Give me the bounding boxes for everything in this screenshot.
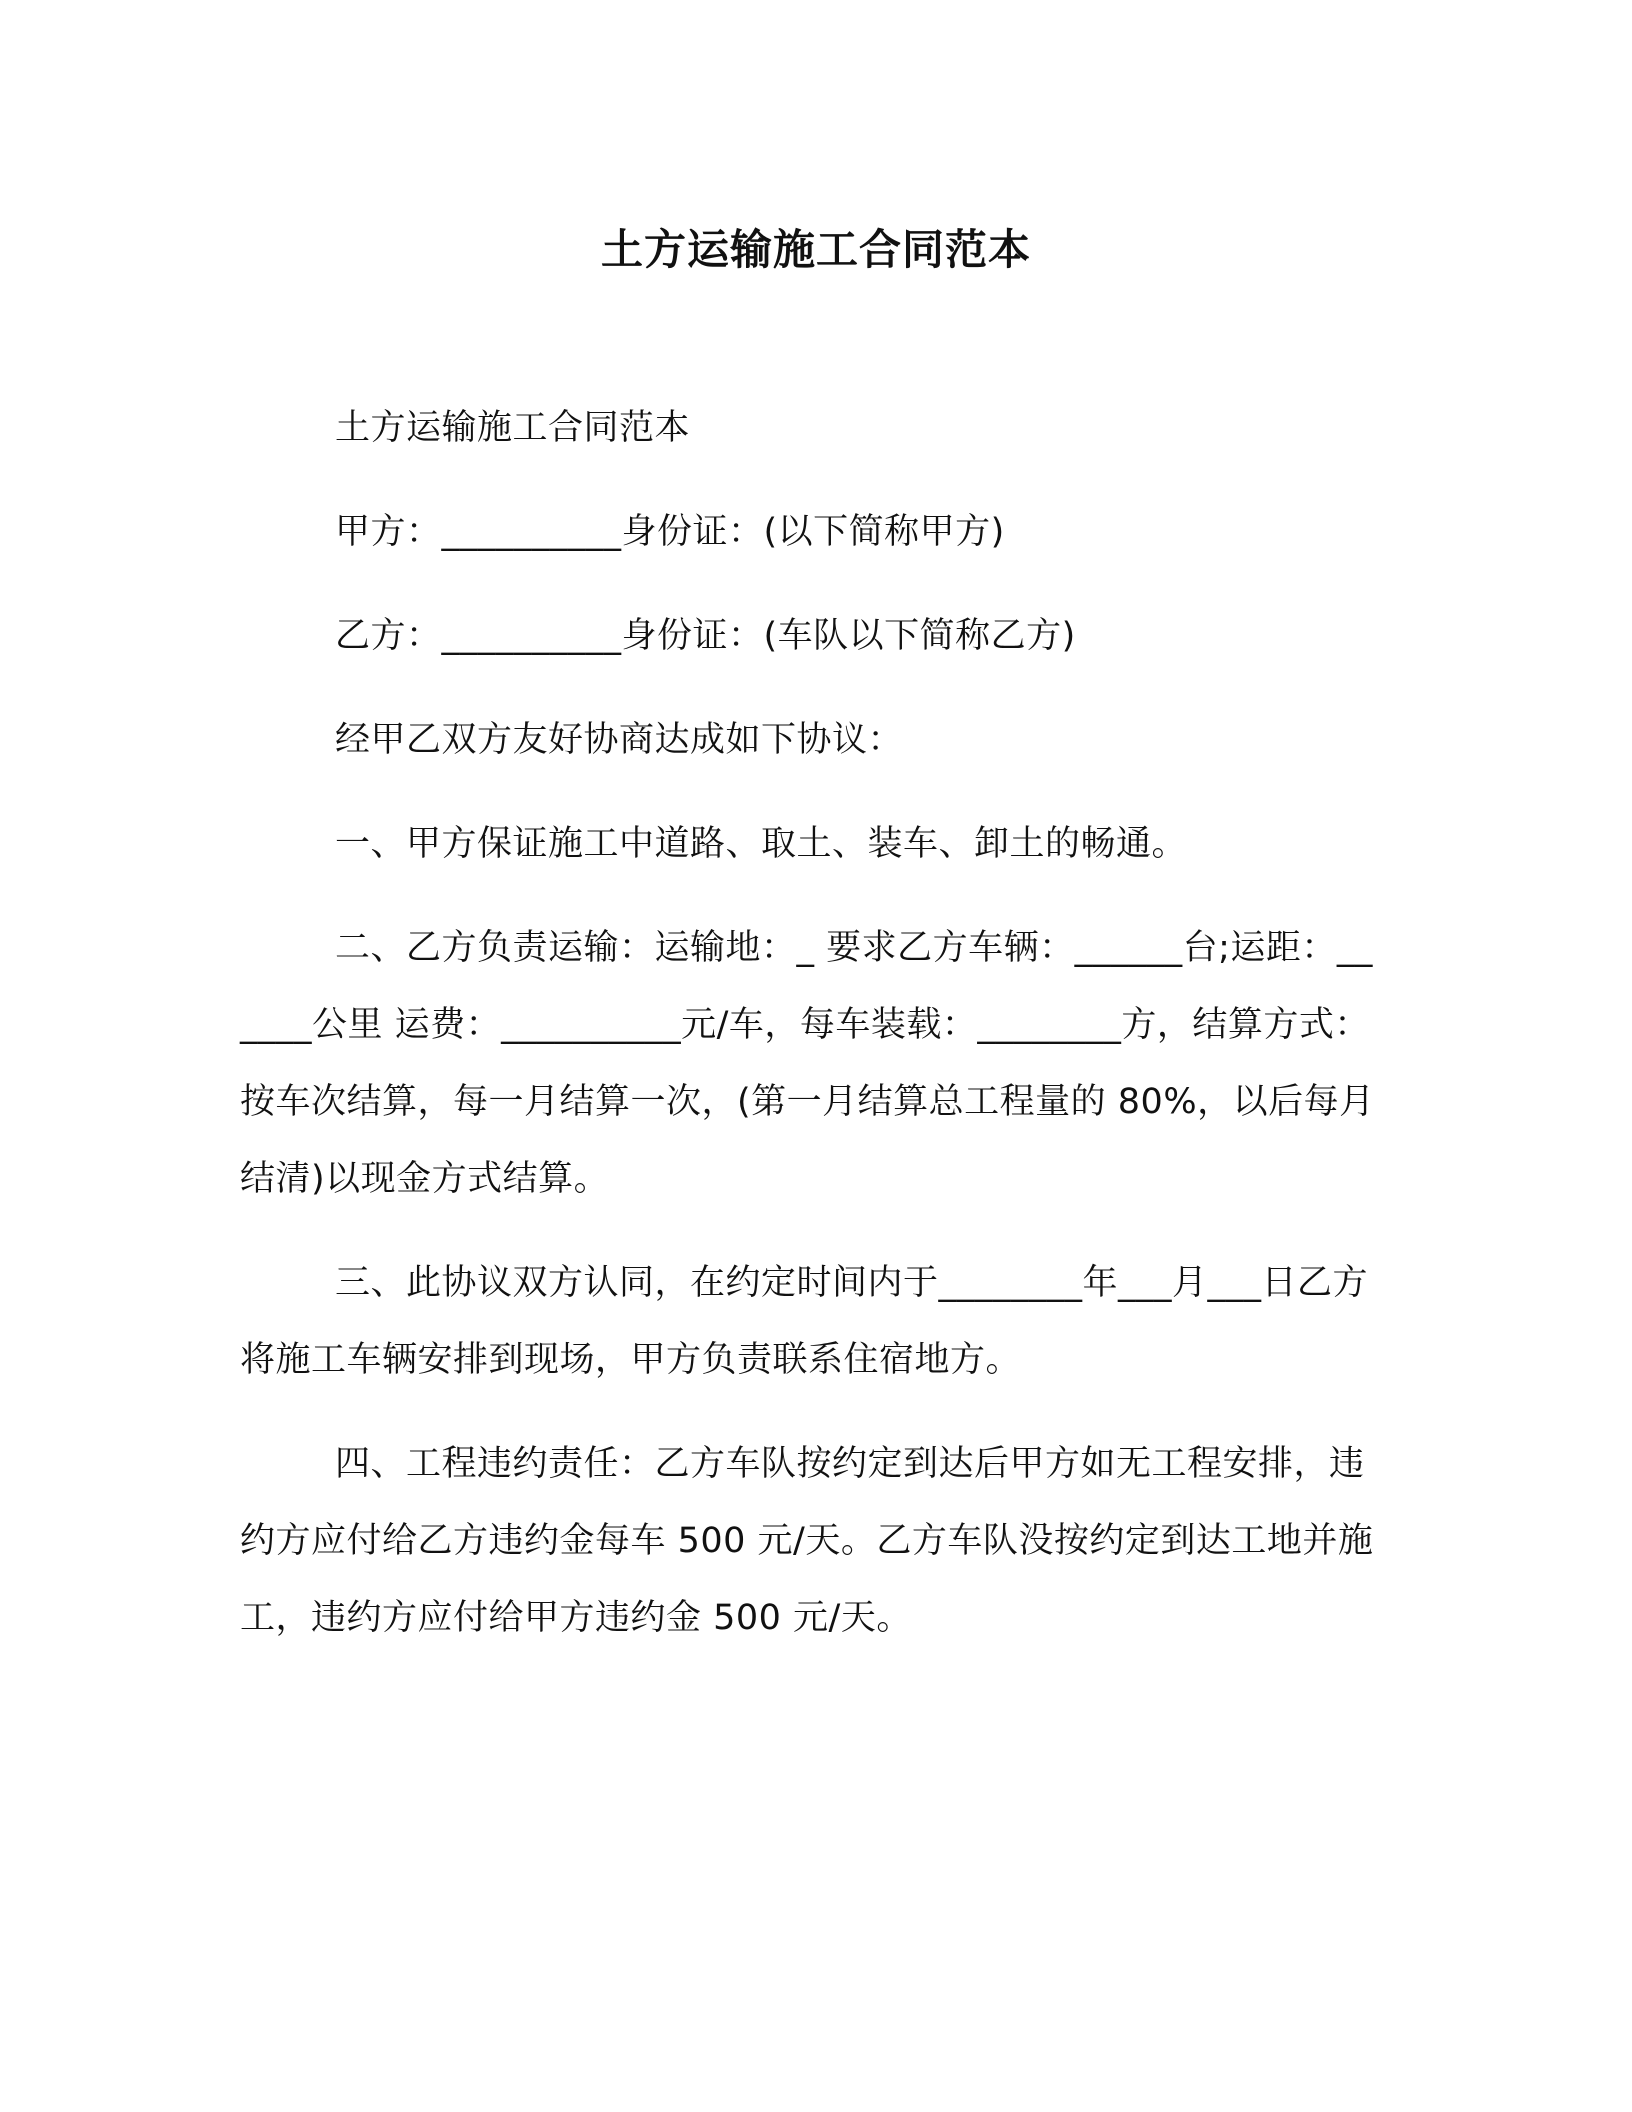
paragraph-agreement-intro: 经甲乙双方友好协商达成如下协议： — [335, 720, 904, 760]
paragraph-clause-2: 二、乙方负责运输：运输地：_ 要求乙方车辆：______台;运距：______公里 运费：__________元/车，每车装载：________方，结算方式：按车次结算，每一月结算一次，(第一月结算总工程量的 80%，以后每月结清)以现金方式结算。 — [240, 928, 1375, 1199]
paragraph-clause-4: 四、工程违约责任：乙方车队按约定到达后甲方如无工程安排，违约方应付给乙方违约金每车 500 元/天。乙方车队没按约定到达工地并施工，违约方应付给甲方违约金 500 元/天。 — [240, 1444, 1374, 1638]
document-body — [240, 390, 1380, 1684]
paragraph-party-a: 甲方：__________身份证：(以下简称甲方) — [335, 512, 1005, 552]
paragraph-clause-3: 三、此协议双方认同，在约定时间内于________年___月___日乙方将施工车辆安排到现场，甲方负责联系住宿地方。 — [240, 1263, 1369, 1380]
document-title: 土方运输施工合同范本 — [600, 225, 1031, 274]
paragraph-clause-1: 一、甲方保证施工中道路、取土、装车、卸土的畅通。 — [335, 824, 1188, 864]
paragraph-party-b: 乙方：__________身份证：(车队以下简称乙方) — [335, 616, 1076, 656]
paragraph-subtitle: 土方运输施工合同范本 — [335, 408, 691, 448]
